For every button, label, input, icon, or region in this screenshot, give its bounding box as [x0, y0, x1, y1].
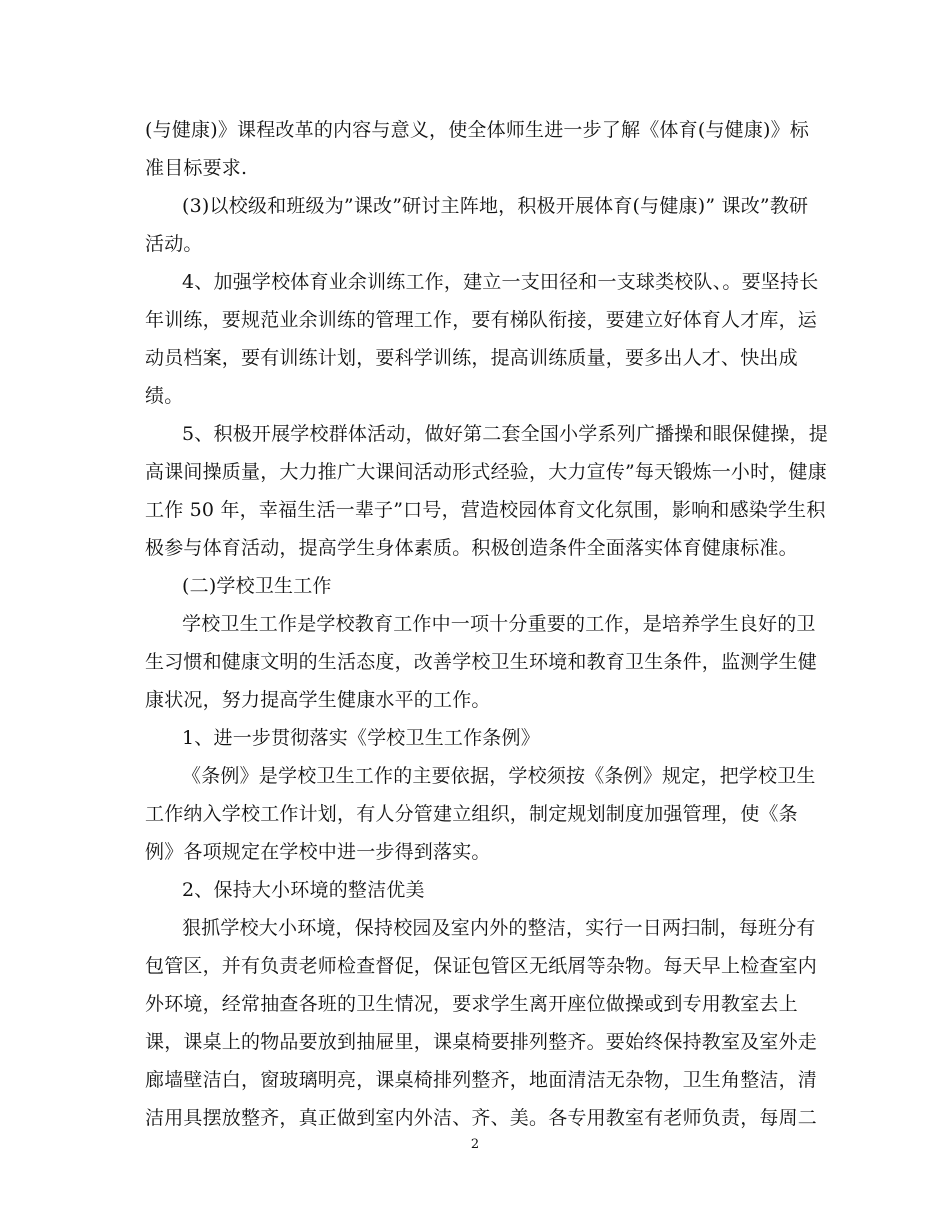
text-line: (3)以校级和班级为”课改”研讨主阵地，积极开展体育(与健康)” 课改”教研 [182, 195, 809, 217]
text-line: 准目标要求. [145, 157, 248, 179]
text-line: 生习惯和健康文明的生活态度，改善学校卫生环境和教育卫生条件，监测学生健 [145, 651, 818, 673]
text-line: 廊墙壁洁白，窗玻璃明亮，课桌椅排列整齐，地面清洁无杂物，卫生角整洁，清 [145, 1069, 818, 1091]
subsection-heading: 1、进一步贯彻落实《学校卫生工作条例》 [182, 727, 540, 749]
page-number: 2 [470, 1137, 480, 1152]
text-line: 课，课桌上的物品要放到抽屉里，课桌椅要排列整齐。要始终保持教室及室外走 [145, 1031, 818, 1053]
section-heading: (二)学校卫生工作 [182, 575, 332, 597]
text-line: (与健康)》课程改革的内容与意义，使全体师生进一步了解《体育(与健康)》标 [145, 119, 810, 141]
text-line: 学校卫生工作是学校教育工作中一项十分重要的工作，是培养学生良好的卫 [182, 613, 816, 635]
text-line: 例》各项规定在学校中进一步得到落实。 [145, 841, 491, 863]
text-line: 工作 50 年，幸福生活一辈子”口号，营造校园体育文化氛围，影响和感染学生积 [145, 499, 826, 521]
text-line: 极参与体育活动，提高学生身体素质。积极创造条件全面落实体育健康标准。 [145, 537, 798, 559]
text-line: 4、加强学校体育业余训练工作，建立一支田径和一支球类校队、。要坚持长 [182, 271, 819, 293]
text-line: 洁用具摆放整齐，真正做到室内外洁、齐、美。各专用教室有老师负责，每周二 [145, 1107, 818, 1129]
text-line: 《条例》是学校卫生工作的主要依据，学校须按《条例》规定，把学校卫生 [182, 765, 816, 787]
text-line: 包管区，并有负责老师检查督促，保证包管区无纸屑等杂物。每天早上检查室内 [145, 955, 818, 977]
text-line: 高课间操质量，大力推广大课间活动形式经验，大力宣传”每天锻炼一小时，健康 [145, 461, 827, 483]
text-line: 康状况，努力提高学生健康水平的工作。 [145, 689, 491, 711]
text-line: 绩。 [145, 385, 184, 407]
text-line: 外环境，经常抽查各班的卫生情况，要求学生离开座位做操或到专用教室去上 [145, 993, 798, 1015]
text-line: 活动。 [145, 233, 203, 255]
text-line: 动员档案，要有训练计划，要科学训练，提高训练质量，要多出人才、快出成 [145, 347, 798, 369]
text-line: 5、积极开展学校群体活动，做好第二套全国小学系列广播操和眼保健操，提 [182, 423, 828, 445]
subsection-heading: 2、保持大小环境的整洁优美 [182, 879, 425, 901]
text-line: 工作纳入学校工作计划，有人分管建立组织，制定规划制度加强管理，使《条 [145, 803, 798, 825]
text-line: 年训练，要规范业余训练的管理工作，要有梯队衔接，要建立好体育人才库，运 [145, 309, 818, 331]
text-line: 狠抓学校大小环境，保持校园及室内外的整洁，实行一日两扫制，每班分有 [182, 917, 816, 939]
